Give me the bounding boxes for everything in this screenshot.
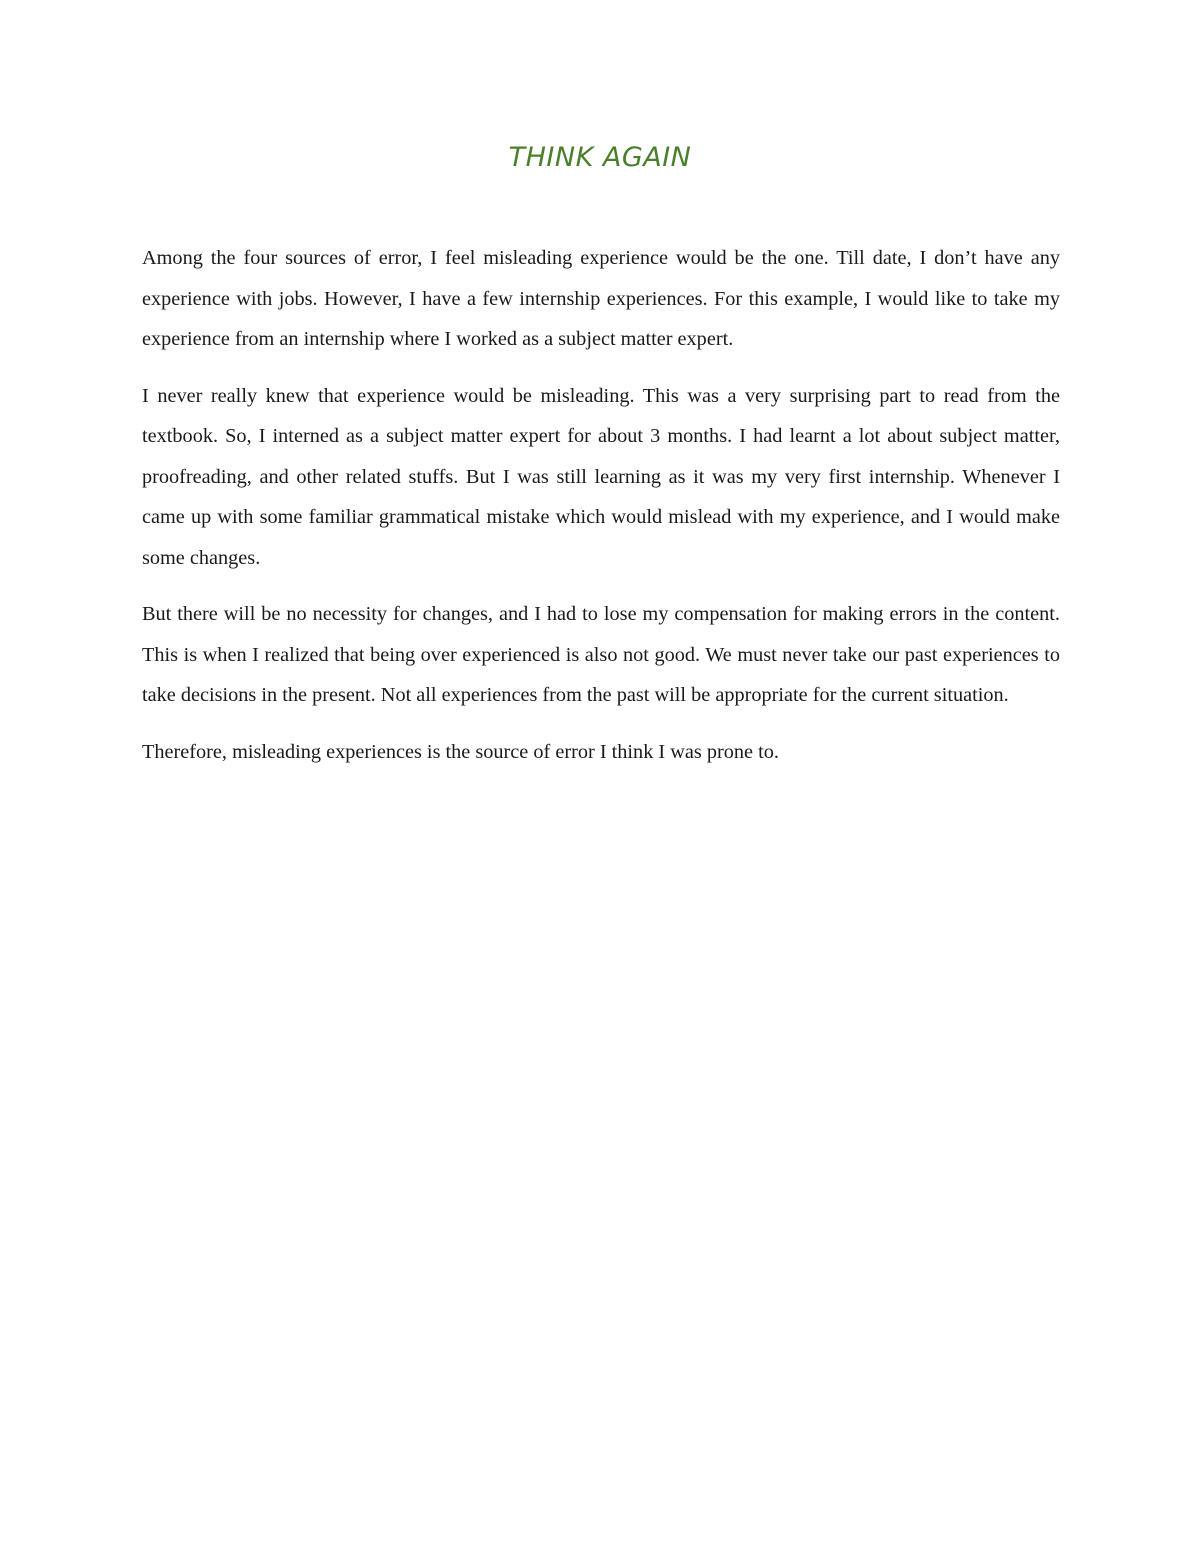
document-body [142,238,1060,788]
paragraph-4: Therefore, misleading experiences is the source of error I think I was prone to. [142,740,779,763]
paragraph-1: Among the four sources of error, I feel misleading experience would be the one. Till date, I don’t have any experience with jobs. However, I have a few internship experiences. For this example, I would like to take my experience from an internship where I worked as a subject matter expert. [142,247,1060,350]
paragraph-3: But there will be no necessity for changes, and I had to lose my compensation for making errors in the content. This is when I realized that being over experienced is also not good. We must never take our past experiences to take decisions in the present. Not all experiences from the past will be appropriate for the current situation. [142,603,1060,706]
paragraph-2: I never really knew that experience would be misleading. This was a very surprising part to read from the textbook. So, I interned as a subject matter expert for about 3 months. I had learnt a lot about subject matter, proofreading, and other related stuffs. But I was still learning as it was my very first internship. Whenever I came up with some familiar grammatical mistake which would mislead with my experience, and I would make some changes. [142,384,1060,569]
document-title: THINK AGAIN [508,142,692,173]
